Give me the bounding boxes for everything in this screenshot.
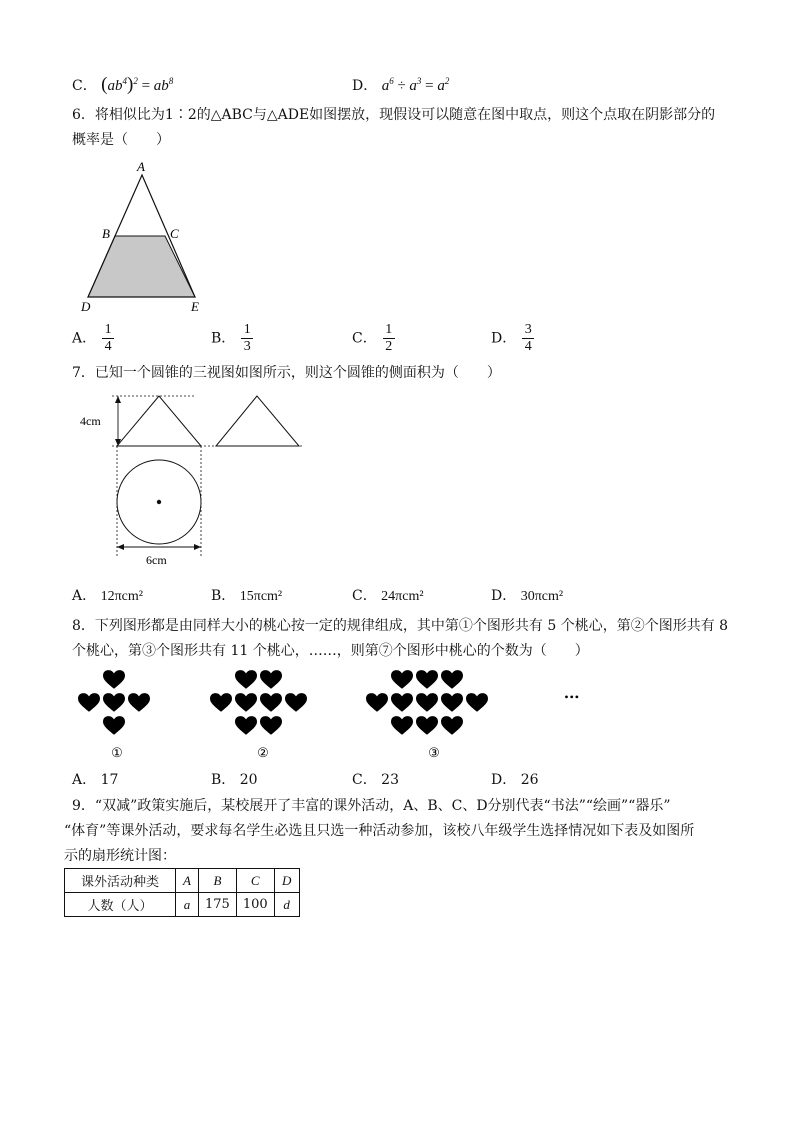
heart-icon [210, 693, 232, 712]
center-dot [157, 500, 161, 504]
table-cell: 175 [199, 893, 237, 917]
option-label: B． [211, 772, 236, 788]
heart-icon [391, 716, 413, 735]
option-value: 24πcm² [381, 589, 424, 604]
option-label: D． [352, 78, 378, 94]
denominator: 4 [524, 339, 532, 354]
figure-label-3: ③ [428, 745, 440, 760]
heart-icon [441, 670, 463, 689]
heart-icon [466, 693, 488, 712]
q8-stem-line2: 个桃心，第③个图形共有 11 个桃心，……，则第⑦个图形中桃心的个数为（ ） [72, 643, 589, 659]
heart-icon [416, 670, 438, 689]
table-cell: 课外活动种类 [65, 869, 176, 893]
heart-icon [441, 716, 463, 735]
q8-option-c [352, 769, 399, 791]
fraction [383, 322, 395, 355]
option-value: 12πcm² [100, 589, 143, 604]
heart-icon [235, 693, 257, 712]
table-cell: D [274, 869, 299, 893]
heart-icon [103, 670, 125, 689]
height-label: 4cm [80, 414, 101, 428]
option-label: A． [72, 772, 97, 788]
point-label-d: D [81, 299, 91, 314]
formula-c: $(ab^4)^2 = ab^8$ [101, 74, 174, 95]
heart-icon [235, 670, 257, 689]
heart-icon [103, 716, 125, 735]
q7-option-d [491, 585, 563, 608]
table-header-row [65, 869, 300, 893]
heart-icon [366, 693, 388, 712]
q7-three-view-figure [74, 390, 314, 570]
q6-stem-line1: 6．将相似比为1∶2的△ABC与△ADE如图摆放，现假设可以随意在图中取点，则这个点取在阴影部分的 [72, 107, 716, 123]
heart-icon [260, 670, 282, 689]
option-value: 20 [239, 772, 258, 788]
numerator: 1 [243, 322, 251, 337]
option-label: D． [491, 588, 517, 604]
option-label: B． [211, 588, 236, 604]
option-value: 26 [520, 772, 539, 788]
q6-option-b [211, 322, 253, 355]
numerator: 3 [524, 322, 532, 337]
q6-option-c [352, 322, 395, 355]
q7-stem: 7．已知一个圆锥的三视图如图所示，则这个圆锥的侧面积为（ ） [72, 365, 501, 381]
table-cell: B [199, 869, 237, 893]
side-view-triangle [216, 396, 299, 446]
formula-d: $a^6 \div a^3 = a^2$ [381, 76, 450, 94]
q7-option-c [352, 585, 424, 608]
fraction [102, 322, 114, 355]
q8-stem-line1: 8．下列图形都是由同样大小的桃心按一定的规律组成，其中第①个图形共有 5 个桃心，第②个图形共有 8 [72, 618, 729, 634]
fraction [522, 322, 534, 355]
option-label: C． [352, 330, 377, 347]
option-label: A． [72, 330, 97, 347]
fraction [241, 322, 253, 355]
denominator: 2 [385, 339, 393, 354]
q8-option-b [211, 769, 258, 791]
figure-label-2: ② [257, 745, 269, 760]
heart-icon [416, 716, 438, 735]
table-cell: 人数（人） [65, 893, 176, 917]
table-cell: A [176, 869, 199, 893]
heart-icon [416, 693, 438, 712]
table-cell: a [176, 893, 199, 917]
point-label-c: C [170, 226, 179, 241]
heart-icon [441, 693, 463, 712]
denominator: 4 [104, 339, 112, 354]
table-row [65, 893, 300, 917]
heart-icon [391, 670, 413, 689]
heart-icon [260, 716, 282, 735]
width-label: 6cm [146, 553, 167, 567]
q5-option-c [72, 70, 173, 97]
point-label-b: B [102, 226, 110, 241]
numerator: 1 [385, 322, 393, 337]
heart-icon [285, 693, 307, 712]
q8-option-d [491, 769, 539, 791]
q9-activity-table [64, 868, 300, 917]
front-view-triangle [117, 396, 201, 446]
figure-label-1: ① [111, 745, 123, 760]
q7-option-b [211, 585, 282, 608]
q9-stem-line1: 9．“双减”政策实施后，某校展开了丰富的课外活动，A、B、C、D分别代表“书法”“绘画”“器乐” [72, 798, 671, 814]
option-value: 17 [100, 772, 119, 788]
point-label-a: A [137, 159, 145, 174]
q6-triangle-figure [76, 158, 216, 318]
option-label: C． [72, 78, 97, 94]
option-value: 23 [381, 772, 399, 788]
option-label: D． [491, 772, 517, 788]
option-label: C． [352, 588, 377, 604]
option-value: 30πcm² [520, 589, 564, 604]
option-label: D． [491, 330, 517, 347]
q6-option-a [72, 322, 114, 355]
option-value: 15πcm² [239, 589, 283, 604]
q8-hearts-figure [70, 668, 590, 763]
q8-option-a [72, 769, 118, 791]
ellipsis: ••• [564, 690, 580, 704]
option-label: B． [211, 330, 236, 347]
q9-stem-line2: “体育”等课外活动，要求每名学生必选且只选一种活动参加，该校八年级学生选择情况如下表及如图所 [64, 823, 695, 839]
hearts-group [78, 670, 488, 735]
table-cell: 100 [236, 893, 274, 917]
q6-stem-line2: 概率是（ ） [72, 132, 170, 148]
q5-option-d [352, 70, 449, 97]
q7-option-a [72, 585, 143, 608]
heart-icon [260, 693, 282, 712]
shaded-trapezoid [88, 236, 195, 297]
q6-option-d [491, 322, 534, 355]
heart-icon [78, 693, 100, 712]
table-cell: d [274, 893, 299, 917]
denominator: 3 [243, 339, 251, 354]
q9-stem-line3: 示的扇形统计图： [64, 848, 176, 864]
heart-icon [391, 693, 413, 712]
option-label: A． [72, 588, 97, 604]
heart-icon [128, 693, 150, 712]
heart-icon [103, 693, 125, 712]
heart-icon [235, 716, 257, 735]
numerator: 1 [104, 322, 112, 337]
table-cell: C [236, 869, 274, 893]
point-label-e: E [191, 299, 199, 314]
option-label: C． [352, 772, 377, 788]
